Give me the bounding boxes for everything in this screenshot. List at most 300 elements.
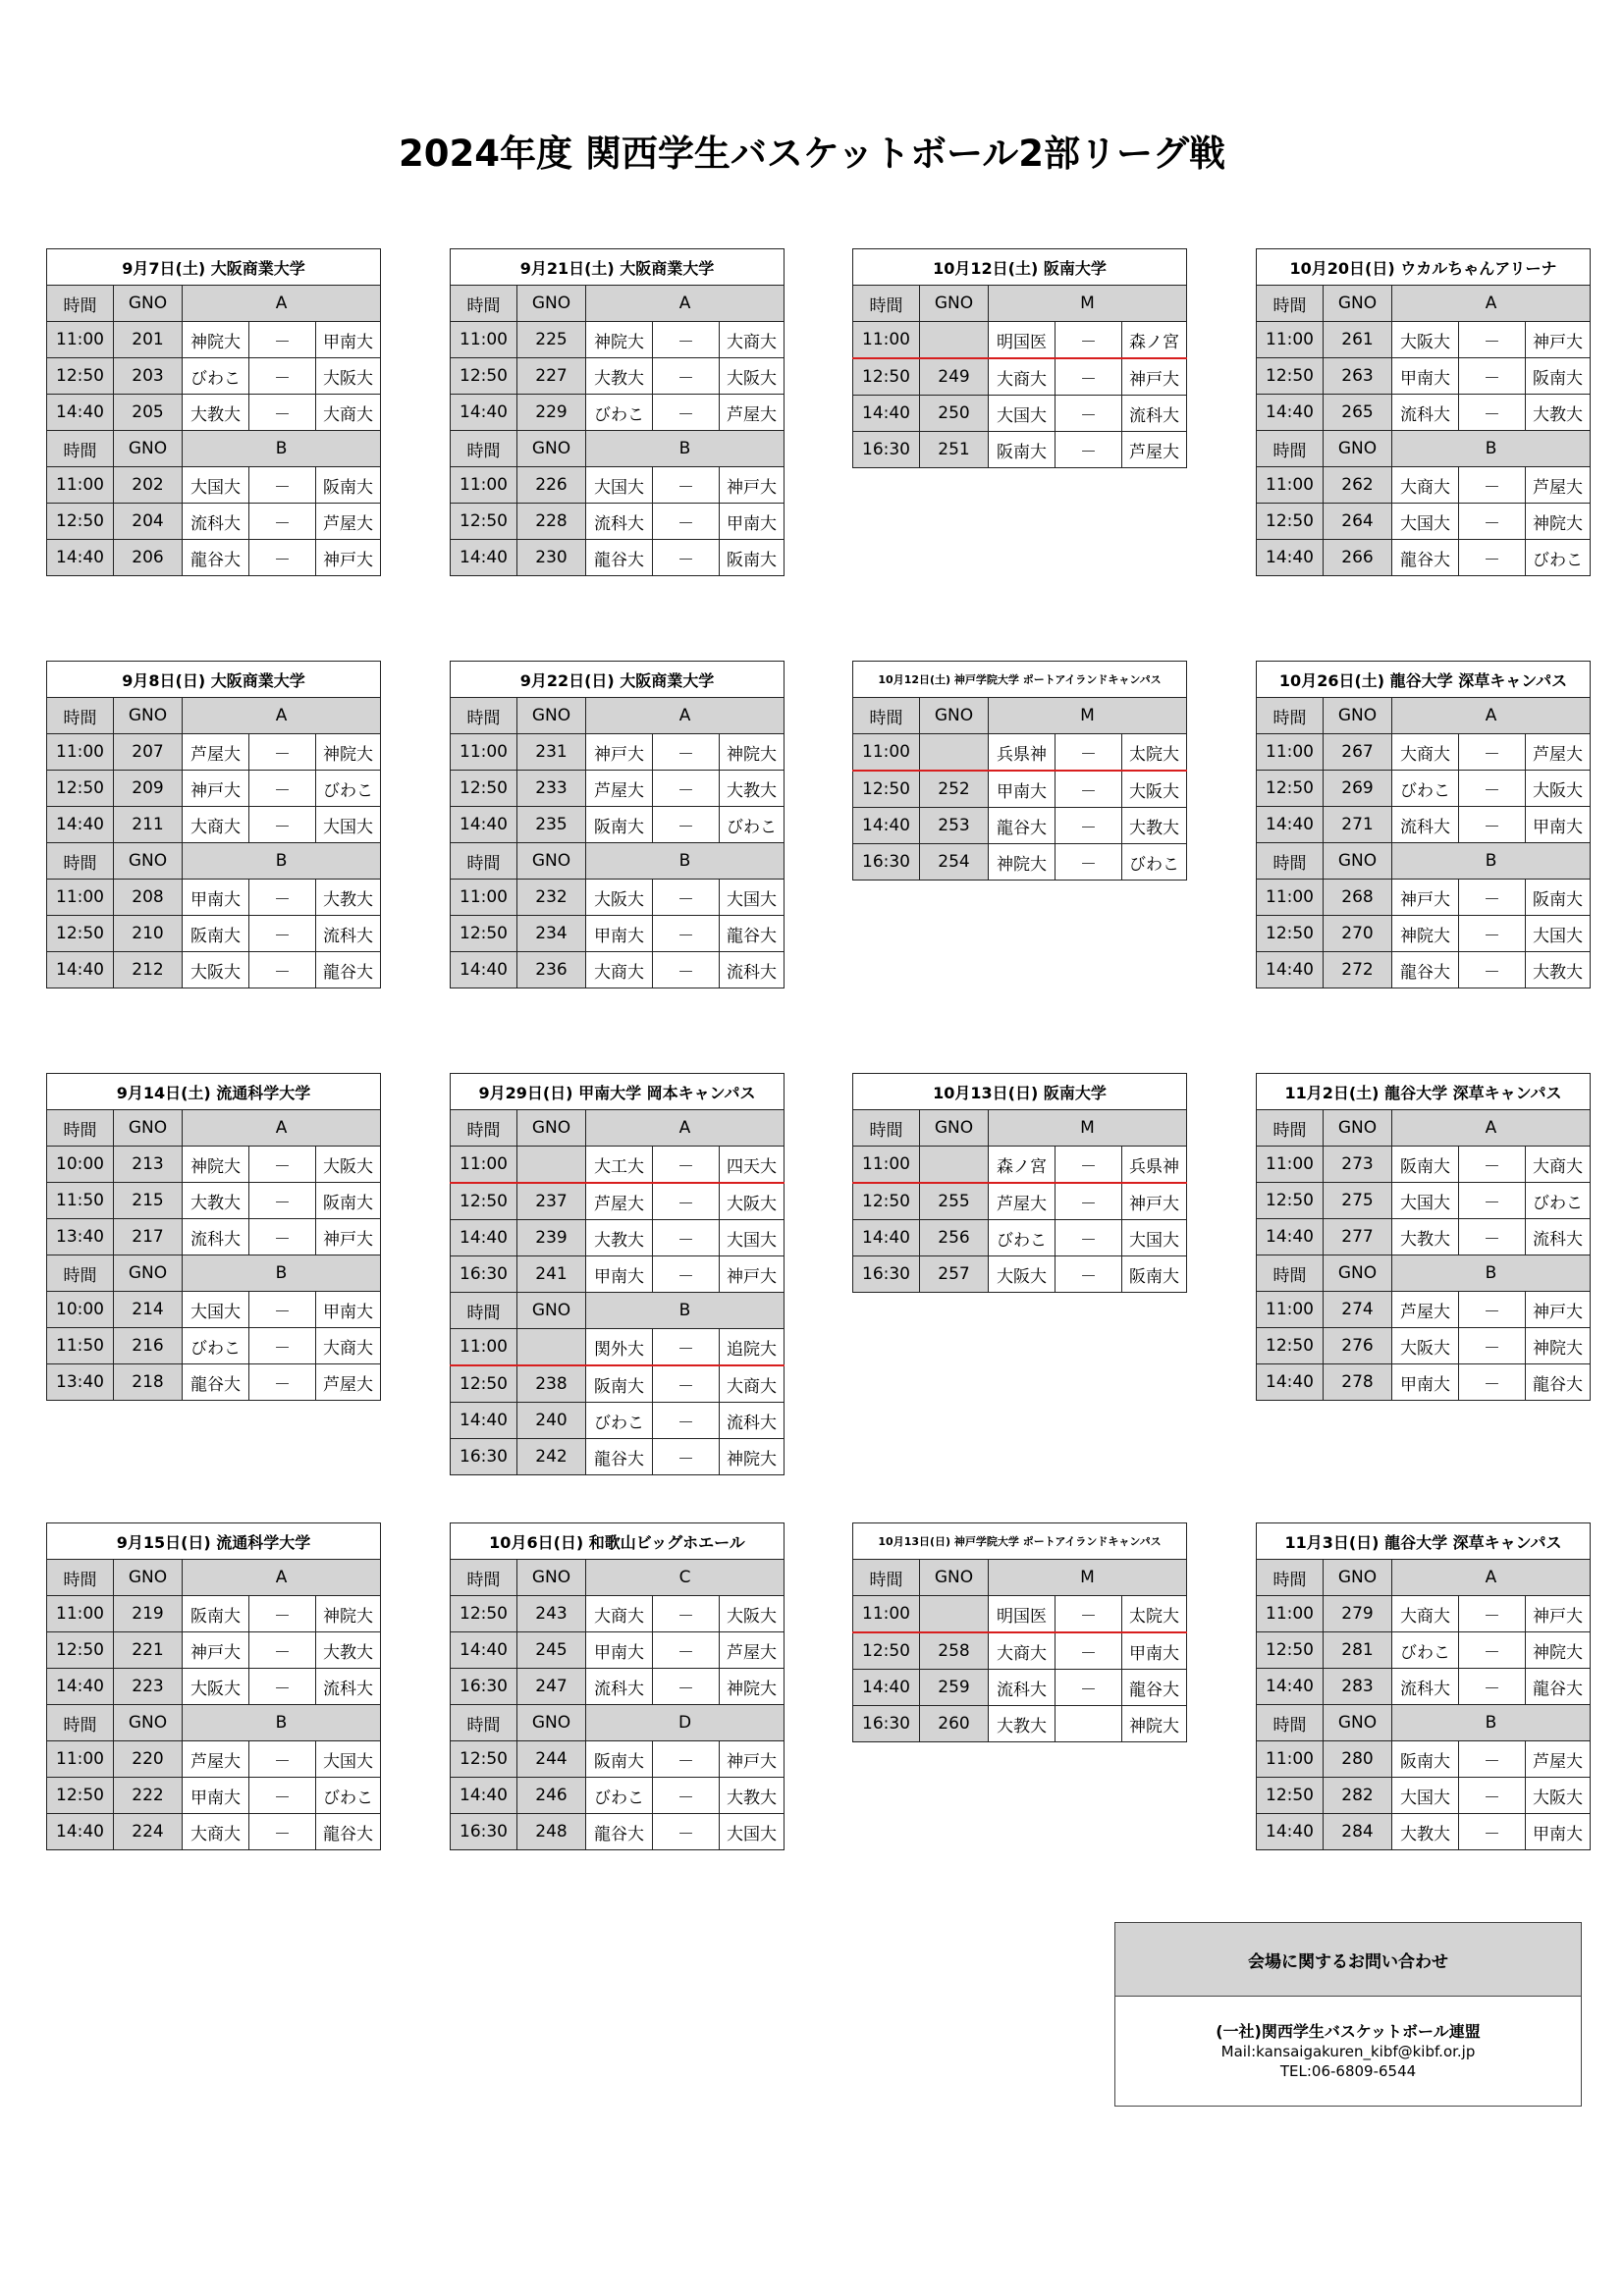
away-team: 神戸大: [316, 1219, 381, 1255]
game-row: [1257, 540, 1591, 576]
game-row: [1257, 358, 1591, 395]
away-team: 大国大: [1526, 916, 1591, 952]
versus-dash: －: [1459, 358, 1526, 395]
game-time: 12:50: [47, 1778, 114, 1814]
away-team: びわこ: [1526, 540, 1591, 576]
versus-dash: －: [1459, 1814, 1526, 1850]
game-time: 16:30: [451, 1669, 517, 1705]
home-team: びわこ: [183, 1328, 249, 1364]
game-number: 247: [517, 1669, 586, 1705]
game-number: 281: [1324, 1632, 1392, 1669]
versus-dash: －: [249, 540, 316, 576]
group-label: B: [1392, 1705, 1591, 1741]
contact-box: [1114, 1922, 1582, 2107]
schedule-title: 10月6日(日) 和歌山ビッグホエール: [451, 1523, 785, 1560]
group-label: B: [1392, 1255, 1591, 1292]
gno-header: GNO: [114, 1110, 183, 1147]
game-row: [451, 1256, 785, 1293]
game-time: 14:40: [853, 1220, 920, 1256]
away-team: 太院大: [1122, 734, 1187, 772]
schedule-table: [852, 1073, 1187, 1293]
home-team: 大教大: [183, 395, 249, 431]
versus-dash: －: [653, 358, 720, 395]
schedule-table: [1256, 1073, 1591, 1401]
versus-dash: －: [1056, 1147, 1122, 1184]
game-number: 211: [114, 807, 183, 843]
versus-dash: －: [1056, 358, 1122, 396]
time-header: 時間: [47, 431, 114, 467]
game-row: [853, 808, 1187, 844]
game-time: 10:00: [47, 1147, 114, 1183]
home-team: 甲南大: [183, 880, 249, 916]
versus-dash: －: [653, 467, 720, 504]
versus-dash: －: [653, 1596, 720, 1632]
gno-header: GNO: [517, 1293, 586, 1329]
away-team: 大国大: [720, 1814, 785, 1850]
gno-header: GNO: [517, 1110, 586, 1147]
time-header: 時間: [47, 698, 114, 734]
versus-dash: －: [1459, 1669, 1526, 1705]
versus-dash: －: [1459, 395, 1526, 431]
game-number: 235: [517, 807, 586, 843]
game-row: [1257, 1147, 1591, 1183]
game-number: 266: [1324, 540, 1392, 576]
game-number: 236: [517, 952, 586, 988]
game-time: 16:30: [853, 844, 920, 881]
versus-dash: －: [653, 734, 720, 771]
game-time: 11:00: [451, 1329, 517, 1366]
game-time: 14:40: [853, 396, 920, 432]
home-team: 大国大: [1392, 504, 1459, 540]
gno-header: GNO: [517, 698, 586, 734]
away-team: 神戸大: [1526, 1596, 1591, 1632]
gno-header: GNO: [114, 286, 183, 322]
game-row: [451, 880, 785, 916]
versus-dash: －: [1056, 1632, 1122, 1670]
game-row: [1257, 395, 1591, 431]
game-row: [47, 395, 381, 431]
versus-dash: －: [249, 1183, 316, 1219]
away-team: びわこ: [1122, 844, 1187, 881]
home-team: 流科大: [989, 1670, 1056, 1706]
away-team: 大阪大: [316, 1147, 381, 1183]
group-label: B: [183, 1705, 381, 1741]
away-team: 大国大: [316, 807, 381, 843]
game-row: [451, 771, 785, 807]
home-team: 神院大: [183, 1147, 249, 1183]
home-team: 森ノ宮: [989, 1147, 1056, 1184]
away-team: 兵県神: [1122, 1147, 1187, 1184]
away-team: 芦屋大: [1122, 432, 1187, 468]
time-header: 時間: [47, 1560, 114, 1596]
game-time: 14:40: [1257, 395, 1324, 431]
game-row: [1257, 467, 1591, 504]
versus-dash: －: [653, 880, 720, 916]
versus-dash: －: [1459, 1183, 1526, 1219]
gno-header: GNO: [114, 431, 183, 467]
game-time: 11:00: [47, 734, 114, 771]
block-header-row: [853, 1110, 1187, 1147]
home-team: 神院大: [1392, 916, 1459, 952]
game-time: 12:50: [451, 1596, 517, 1632]
away-team: 龍谷大: [316, 1814, 381, 1850]
game-row: [853, 1256, 1187, 1293]
home-team: 大教大: [586, 1220, 653, 1256]
versus-dash: －: [249, 1596, 316, 1632]
gno-header: GNO: [114, 698, 183, 734]
game-number: 207: [114, 734, 183, 771]
game-row: [451, 734, 785, 771]
home-team: 兵県神: [989, 734, 1056, 772]
versus-dash: －: [1459, 1364, 1526, 1401]
gno-header: GNO: [1324, 286, 1392, 322]
game-number: 218: [114, 1364, 183, 1401]
game-time: 14:40: [451, 952, 517, 988]
versus-dash: －: [653, 771, 720, 807]
away-team: 流科大: [1526, 1219, 1591, 1255]
time-header: 時間: [1257, 286, 1324, 322]
away-team: 大阪大: [720, 1596, 785, 1632]
group-label: M: [989, 698, 1187, 734]
schedule-title: 9月22日(日) 大阪商業大学: [451, 662, 785, 698]
home-team: 龍谷大: [989, 808, 1056, 844]
away-team: 甲南大: [720, 504, 785, 540]
away-team: 芦屋大: [1526, 734, 1591, 771]
home-team: 神院大: [989, 844, 1056, 881]
schedule-title: 11月2日(土) 龍谷大学 深草キャンパス: [1257, 1074, 1591, 1110]
home-team: びわこ: [586, 395, 653, 431]
game-number: 225: [517, 322, 586, 358]
game-time: 11:00: [1257, 880, 1324, 916]
versus-dash: －: [249, 952, 316, 988]
versus-dash: －: [249, 358, 316, 395]
game-number: 260: [920, 1706, 989, 1742]
game-number: 250: [920, 396, 989, 432]
away-team: 龍谷大: [1122, 1670, 1187, 1706]
game-number: 261: [1324, 322, 1392, 358]
game-time: 16:30: [451, 1256, 517, 1293]
home-team: 龍谷大: [586, 1814, 653, 1850]
home-team: 大商大: [1392, 467, 1459, 504]
versus-dash: －: [1459, 504, 1526, 540]
game-time: 14:40: [47, 395, 114, 431]
away-team: 太院大: [1122, 1596, 1187, 1633]
game-time: 14:40: [451, 807, 517, 843]
block-header-row: [47, 1705, 381, 1741]
game-number: 256: [920, 1220, 989, 1256]
versus-dash: －: [653, 952, 720, 988]
game-time: 11:00: [47, 467, 114, 504]
away-team: 流科大: [316, 916, 381, 952]
game-time: 16:30: [853, 432, 920, 468]
home-team: 龍谷大: [183, 540, 249, 576]
time-header: 時間: [853, 1560, 920, 1596]
game-time: 11:00: [451, 1147, 517, 1184]
game-row: [451, 1365, 785, 1403]
page-title: 2024年度 関西学生バスケットボール2部リーグ戦: [398, 133, 1225, 175]
game-number: 219: [114, 1596, 183, 1632]
away-team: 阪南大: [316, 467, 381, 504]
gno-header: GNO: [920, 698, 989, 734]
group-label: B: [183, 1255, 381, 1292]
game-number: 204: [114, 504, 183, 540]
group-label: A: [1392, 698, 1591, 734]
away-team: 甲南大: [1122, 1632, 1187, 1670]
schedule-table: [1256, 661, 1591, 988]
schedule-table: [450, 1073, 785, 1475]
versus-dash: －: [653, 504, 720, 540]
game-number: 223: [114, 1669, 183, 1705]
game-number: 237: [517, 1183, 586, 1220]
game-time: 14:40: [1257, 1669, 1324, 1705]
away-team: 大教大: [316, 1632, 381, 1669]
game-row: [451, 952, 785, 988]
home-team: 大阪大: [989, 1256, 1056, 1293]
home-team: 阪南大: [586, 807, 653, 843]
gno-header: GNO: [517, 1560, 586, 1596]
game-time: 14:40: [451, 1778, 517, 1814]
home-team: 阪南大: [586, 1365, 653, 1403]
game-number: 203: [114, 358, 183, 395]
home-team: 大阪大: [1392, 1328, 1459, 1364]
game-number: [920, 734, 989, 772]
versus-dash: －: [653, 916, 720, 952]
game-number: 275: [1324, 1183, 1392, 1219]
schedule-title: 9月8日(日) 大阪商業大学: [47, 662, 381, 698]
home-team: 流科大: [586, 1669, 653, 1705]
game-time: 16:30: [853, 1706, 920, 1742]
game-row: [47, 1364, 381, 1401]
home-team: 大阪大: [183, 1669, 249, 1705]
home-team: 龍谷大: [183, 1364, 249, 1401]
game-number: 238: [517, 1365, 586, 1403]
game-row: [47, 1292, 381, 1328]
game-row: [853, 771, 1187, 808]
block-header-row: [451, 1110, 785, 1147]
game-number: 246: [517, 1778, 586, 1814]
game-row: [451, 1669, 785, 1705]
game-row: [1257, 1814, 1591, 1850]
versus-dash: －: [653, 1741, 720, 1778]
versus-dash: －: [1459, 771, 1526, 807]
block-header-row: [853, 698, 1187, 734]
versus-dash: －: [653, 1669, 720, 1705]
game-number: 249: [920, 358, 989, 396]
home-team: 龍谷大: [586, 540, 653, 576]
away-team: 大阪大: [720, 1183, 785, 1220]
game-time: 14:40: [451, 1220, 517, 1256]
home-team: 芦屋大: [183, 734, 249, 771]
game-row: [47, 771, 381, 807]
schedule-title: 9月29日(日) 甲南大学 岡本キャンパス: [451, 1074, 785, 1110]
game-number: 265: [1324, 395, 1392, 431]
game-time: 12:50: [451, 771, 517, 807]
game-number: 264: [1324, 504, 1392, 540]
away-team: 大商大: [720, 322, 785, 358]
away-team: 神戸大: [1526, 322, 1591, 358]
away-team: 甲南大: [1526, 1814, 1591, 1850]
game-time: 12:50: [47, 1632, 114, 1669]
time-header: 時間: [1257, 1110, 1324, 1147]
away-team: 大国大: [1122, 1220, 1187, 1256]
away-team: 大教大: [720, 1778, 785, 1814]
block-header-row: [451, 1293, 785, 1329]
away-team: 芦屋大: [316, 504, 381, 540]
game-number: [920, 322, 989, 359]
game-row: [451, 1147, 785, 1184]
game-number: 239: [517, 1220, 586, 1256]
home-team: 大教大: [183, 1183, 249, 1219]
game-row: [1257, 734, 1591, 771]
block-header-row: [1257, 286, 1591, 322]
away-team: 神戸大: [1122, 1183, 1187, 1220]
schedule-title: 9月7日(土) 大阪商業大学: [47, 249, 381, 286]
group-label: B: [586, 1293, 785, 1329]
versus-dash: －: [1459, 952, 1526, 988]
group-label: D: [586, 1705, 785, 1741]
contact-heading: 会場に関するお問い合わせ: [1115, 1923, 1581, 1997]
versus-dash: －: [653, 1778, 720, 1814]
versus-dash: －: [1459, 467, 1526, 504]
game-number: 220: [114, 1741, 183, 1778]
block-header-row: [47, 1560, 381, 1596]
home-team: 龍谷大: [1392, 540, 1459, 576]
game-time: 11:00: [451, 734, 517, 771]
game-row: [47, 504, 381, 540]
game-row: [47, 1328, 381, 1364]
game-number: 242: [517, 1439, 586, 1475]
game-row: [451, 1632, 785, 1669]
game-row: [47, 1778, 381, 1814]
game-number: 253: [920, 808, 989, 844]
game-number: 257: [920, 1256, 989, 1293]
away-team: 阪南大: [1526, 880, 1591, 916]
versus-dash: －: [249, 807, 316, 843]
gno-header: GNO: [1324, 1705, 1392, 1741]
block-header-row: [47, 431, 381, 467]
home-team: 大国大: [183, 467, 249, 504]
away-team: 流科大: [1122, 396, 1187, 432]
game-time: 12:50: [853, 1632, 920, 1670]
game-time: 12:50: [47, 916, 114, 952]
versus-dash: －: [653, 1183, 720, 1220]
game-number: 267: [1324, 734, 1392, 771]
home-team: 大商大: [586, 952, 653, 988]
time-header: 時間: [1257, 843, 1324, 880]
group-label: A: [586, 1110, 785, 1147]
contact-org: (一社)関西学生バスケットボール連盟: [1216, 2021, 1481, 2041]
away-team: 森ノ宮: [1122, 322, 1187, 359]
versus-dash: －: [249, 1669, 316, 1705]
game-time: 11:00: [853, 322, 920, 359]
game-row: [451, 467, 785, 504]
game-number: 205: [114, 395, 183, 431]
versus-dash: －: [653, 1814, 720, 1850]
game-row: [853, 1706, 1187, 1742]
versus-dash: －: [1056, 1670, 1122, 1706]
away-team: 神戸大: [720, 1741, 785, 1778]
game-number: 271: [1324, 807, 1392, 843]
game-row: [1257, 504, 1591, 540]
versus-dash: －: [1459, 1328, 1526, 1364]
game-time: 12:50: [451, 358, 517, 395]
home-team: 龍谷大: [586, 1439, 653, 1475]
game-time: 16:30: [853, 1256, 920, 1293]
versus-dash: －: [249, 734, 316, 771]
away-team: 龍谷大: [1526, 1364, 1591, 1401]
versus-dash: －: [1056, 844, 1122, 881]
away-team: 神院大: [1526, 1328, 1591, 1364]
game-number: 277: [1324, 1219, 1392, 1255]
game-time: 13:40: [47, 1364, 114, 1401]
gno-header: GNO: [1324, 1255, 1392, 1292]
schedule-table: [852, 1522, 1187, 1742]
game-time: 11:00: [1257, 734, 1324, 771]
schedule-table: [1256, 1522, 1591, 1850]
game-row: [451, 1439, 785, 1475]
game-row: [1257, 880, 1591, 916]
game-time: 14:40: [47, 540, 114, 576]
game-number: 208: [114, 880, 183, 916]
versus-dash: －: [1056, 808, 1122, 844]
game-number: 282: [1324, 1778, 1392, 1814]
home-team: びわこ: [183, 358, 249, 395]
game-number: [517, 1329, 586, 1366]
game-time: 14:40: [47, 1814, 114, 1850]
away-team: 大国大: [720, 880, 785, 916]
schedule-table: [852, 248, 1187, 468]
block-header-row: [47, 1110, 381, 1147]
time-header: 時間: [1257, 698, 1324, 734]
versus-dash: －: [1459, 1778, 1526, 1814]
game-time: 14:40: [1257, 807, 1324, 843]
game-row: [47, 1596, 381, 1632]
game-row: [47, 1147, 381, 1183]
game-time: 12:50: [451, 1183, 517, 1220]
home-team: 明国医: [989, 322, 1056, 359]
home-team: 甲南大: [586, 1256, 653, 1293]
game-time: 11:00: [1257, 322, 1324, 358]
gno-header: GNO: [517, 431, 586, 467]
gno-header: GNO: [517, 1705, 586, 1741]
game-time: 11:00: [1257, 1147, 1324, 1183]
home-team: 甲南大: [1392, 1364, 1459, 1401]
game-row: [853, 432, 1187, 468]
game-time: 14:40: [47, 807, 114, 843]
block-header-row: [47, 286, 381, 322]
block-header-row: [451, 1705, 785, 1741]
schedule-table: [852, 661, 1187, 881]
away-team: 甲南大: [1526, 807, 1591, 843]
home-team: 神院大: [183, 322, 249, 358]
game-time: 12:50: [1257, 504, 1324, 540]
away-team: 阪南大: [316, 1183, 381, 1219]
away-team: 甲南大: [316, 1292, 381, 1328]
home-team: 大商大: [989, 358, 1056, 396]
game-time: 11:00: [47, 1596, 114, 1632]
game-row: [853, 322, 1187, 359]
game-time: 12:50: [1257, 1632, 1324, 1669]
game-row: [451, 1403, 785, 1439]
gno-header: GNO: [1324, 843, 1392, 880]
away-team: 流科大: [720, 1403, 785, 1439]
game-number: 230: [517, 540, 586, 576]
game-time: 14:40: [47, 952, 114, 988]
game-row: [853, 734, 1187, 772]
versus-dash: －: [249, 322, 316, 358]
away-team: 阪南大: [1526, 358, 1591, 395]
game-row: [47, 322, 381, 358]
